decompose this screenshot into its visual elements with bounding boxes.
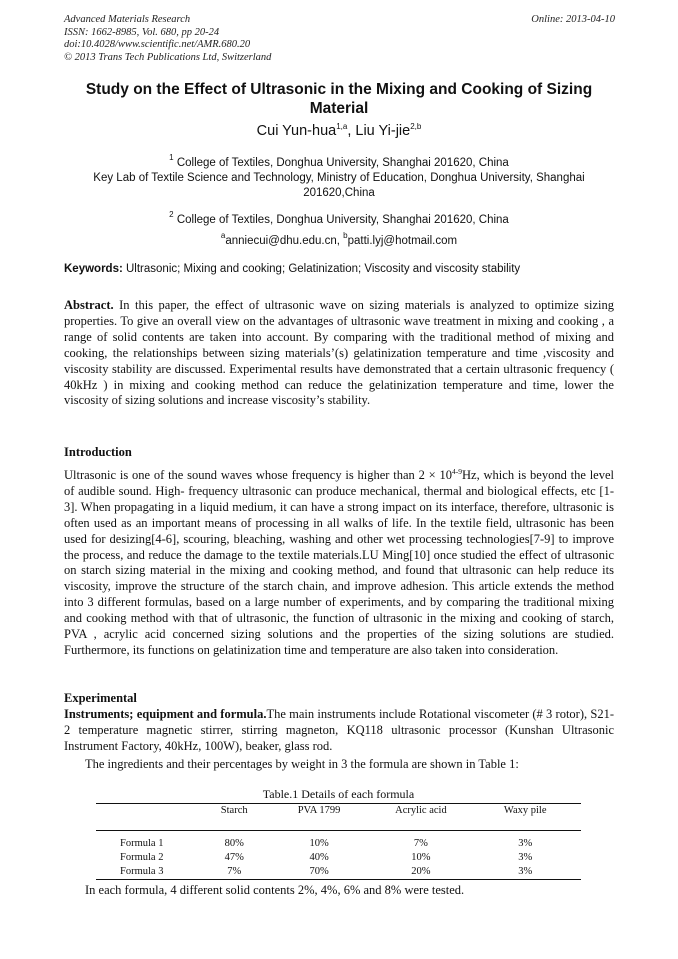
email-a-sup: a xyxy=(220,231,226,240)
table-footer-text: In each formula, 4 different solid contents 2%, 4%, 6% and 8% were tested. xyxy=(85,883,465,897)
intro-text-sup: 4-9 xyxy=(452,467,463,476)
online-date: Online: 2013-04-10 xyxy=(531,14,615,25)
table-row xyxy=(96,865,581,880)
author-2-sup: 2,b xyxy=(410,122,422,131)
table-header-cell xyxy=(96,804,203,831)
instruments-label: Instruments; equipment and formula. xyxy=(64,707,267,721)
journal-name: Advanced Materials Research xyxy=(64,14,191,25)
author-2: Liu Yi-jie xyxy=(355,123,411,139)
formula-table xyxy=(96,787,581,880)
introduction-body xyxy=(64,464,614,659)
keywords-text: Ultrasonic; Mixing and cooking; Gelatinization; Viscosity and viscosity stability xyxy=(122,263,521,275)
email-a: anniecui@dhu.edu.cn, xyxy=(225,235,344,247)
introduction-heading: Introduction xyxy=(64,445,132,459)
table-cell: 40% xyxy=(309,852,329,863)
table-cell: 3% xyxy=(518,838,533,849)
email-b: patti.lyj@hotmail.com xyxy=(347,235,458,247)
table-cell: 70% xyxy=(266,865,373,880)
abstract-text: In this paper, the effect of ultrasonic wave on sizing materials is analyzed to optimize sizing properties. To give an overall view on the advantages of ultrasonic wave treatment in mixing and cooking , a range of solid contents are taken into account. By comparing with the traditional method of mixing and cooking, the relationships between sizing materials’(s) gelatinization temperature and time ,viscosity and viscosity stability are discussed. Experimental results have demonstrated that a certain ultrasonic frequency ( 40kHz ) in mixing and cooking method can reduce the gelatinization temperature and time, lower the viscosity of sizing solutions and increase viscosity’s stability. xyxy=(64,298,614,408)
table-cell: Formula 2 xyxy=(120,852,164,863)
table-cell: 20% xyxy=(372,865,469,880)
emails xyxy=(64,228,614,249)
affiliation-lab: Key Lab of Textile Science and Technology, Ministry of Education, Donghua University, Shanghai 201620,China xyxy=(93,172,585,199)
table-cell: 10% xyxy=(309,838,329,849)
doi: doi:10.4028/www.scientific.net/AMR.680.20 xyxy=(64,39,251,50)
table-intro: The ingredients and their percentages by weight in 3 the formula are shown in Table 1: xyxy=(85,757,519,771)
affiliation-1-text: College of Textiles, Donghua University, Shanghai 201620, China xyxy=(173,157,509,169)
author-1-sup: 1,a xyxy=(336,122,348,131)
intro-text-b: Hz, which is beyond the level of audible sound. High- frequency ultrasonic can produce mechanical, thermal and biological effects, etc [1-3]. When propagating in a liquid medium, it can have a strong impact on its interface, therefore, ultrasonic is often used as an important means of processing in all walks of life. In the textile field, ultrasonic has been used for desizing[4-6], scouring, bleaching, washing and other wet processing technologies[7-9] to improve the process, and reduce the damage to the textile materials.LU Ming[10] once studied the effect of ultrasonic on starch sizing material in the mixing and cooking method, and found that ultrasonic can help reduce its viscosity, improve the structure of the starch chain, and improve adhesion. This article extends the method into 3 different formulas, based on a large number of experiments, and by comparing the traditional mixing and cooking method with that of ultrasonic, the function of ultrasonic in the mixing and cooking of starch, PVA , acrylic acid concerned sizing solutions and the properties of the sizing solutions are studied. Furthermore, its functions on gelatinization time and temperature are also taken into consideration. xyxy=(64,468,614,657)
keywords-label: Keywords: xyxy=(64,263,123,275)
issn: ISSN: 1662-8985, Vol. 680, pp 20-24 xyxy=(64,26,220,38)
affiliation-2-sup: 2 xyxy=(169,210,174,219)
table-cell: 3% xyxy=(469,865,581,880)
header-meta xyxy=(64,14,271,64)
table-header-cell: Acrylic acid xyxy=(372,804,469,831)
table-cell: 80% xyxy=(224,838,244,849)
table-cell: Formula 3 xyxy=(96,865,203,880)
table-caption: Table.1 Details of each formula xyxy=(262,787,415,801)
table-header-cell: Starch xyxy=(203,804,266,831)
email-b-sup: b xyxy=(343,231,348,240)
experimental-body xyxy=(64,707,614,755)
affiliation-2-text: College of Textiles, Donghua University, Shanghai 201620, China xyxy=(173,214,509,226)
table-header-row xyxy=(96,804,581,831)
table xyxy=(96,803,581,880)
instruments-text: The main instruments include Rotational viscometer (# 3 rotor), S21-2 temperature magnetic stirrer, stirring magneton, KQ118 ultrasonic processor (Kunshan Ultrasonic Instrument Factory, 40kHz, 100W), beaker, glass rod. xyxy=(64,707,614,753)
table-cell: Formula 1 xyxy=(120,838,164,849)
authors xyxy=(64,122,614,139)
table-cell: 10% xyxy=(411,852,431,863)
affiliation-1 xyxy=(64,150,614,171)
table-cell: 3% xyxy=(518,852,533,863)
table-cell: 7% xyxy=(413,838,428,849)
table-row xyxy=(96,831,581,852)
affiliation-1-sup: 1 xyxy=(169,153,174,162)
keywords xyxy=(64,263,614,275)
table-header-cell: Waxy pile xyxy=(469,804,581,831)
table-row xyxy=(96,851,581,865)
experimental-heading: Experimental xyxy=(64,691,137,705)
abstract-label: Abstract. xyxy=(64,298,114,312)
copyright: © 2013 Trans Tech Publications Ltd, Switzerland xyxy=(64,51,272,63)
author-sep: , xyxy=(347,123,356,139)
affiliation-2 xyxy=(64,207,614,228)
abstract xyxy=(64,298,614,409)
intro-text-a: Ultrasonic is one of the sound waves whose frequency is higher than 2 × 10 xyxy=(64,468,453,482)
table-cell: 7% xyxy=(203,865,266,880)
table-header-cell: PVA 1799 xyxy=(266,804,373,831)
table-cell: 47% xyxy=(224,852,244,863)
paper-title: Study on the Effect of Ultrasonic in the Mixing and Cooking of Sizing Material xyxy=(85,81,593,117)
author-1: Cui Yun-hua xyxy=(256,123,337,139)
